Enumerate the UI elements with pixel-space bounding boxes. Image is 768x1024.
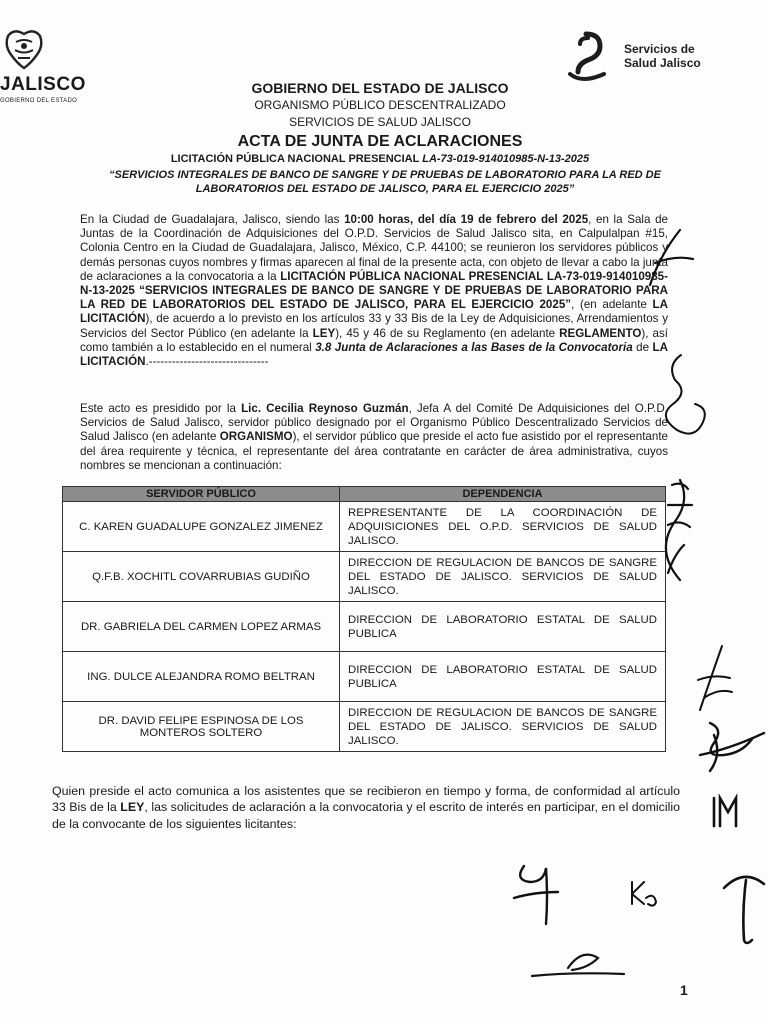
paragraph-intro: [80, 213, 668, 369]
p1-ley: LEY: [312, 326, 336, 340]
p1-dashes: .-------------------------------: [145, 355, 269, 369]
acta-title: ACTA DE JUNTA DE ACLARACIONES: [237, 133, 523, 150]
col-dependencia: DEPENDENCIA: [340, 487, 666, 502]
p2-text-e: ), el servidor público que preside el acto fue asistido por el representante del área requirente y técnica, el representante del área contratante en carácter de área administrativa, cuyos nombres se mencionan a continuación:: [80, 430, 668, 472]
p1-reglamento: REGLAMENTO: [559, 326, 642, 340]
licitacion-number: LA-73-019-914010985-N-13-2025: [422, 153, 590, 165]
p1-text-i: ), 45 y 46 de su Reglamento (en adelante: [335, 326, 560, 340]
signature-mark-6: [706, 792, 746, 832]
organismo-heading: ORGANISMO PÚBLICO DESCENTRALIZADO: [254, 98, 506, 112]
jalisco-seal-icon: [2, 28, 46, 72]
p1-licitacion: LICITACIÓN PÚBLICA NACIONAL PRESENCIAL LA-73-019-914010985-N-13-2025 “SERVICIOS INTEGRALES DE BANCO DE SANGRE Y DE PRUEBAS DE LABORATORIO PARA LA RED DE LABORATORIOS DEL ESTADO DE JALISCO, PARA EL EJERCICIO 2025”: [80, 269, 668, 312]
table-row: [63, 552, 666, 602]
licitacion-line: [80, 153, 680, 165]
servidor-dependencia: DIRECCION DE REGULACION DE BANCOS DE SANGRE DEL ESTADO DE JALISCO. SERVICIOS DE SALUD JALISCO.: [340, 702, 666, 752]
servidor-name: ING. DULCE ALEJANDRA ROMO BELTRAN: [63, 652, 340, 702]
p1-text-m: de: [632, 340, 653, 354]
p1-date: 10:00 horas, del día 19 de febrero del 2025: [344, 213, 589, 226]
p2-organismo: ORGANISMO: [219, 430, 293, 444]
signature-mark-4: [690, 640, 740, 720]
servidor-name: DR. GABRIELA DEL CARMEN LOPEZ ARMAS: [63, 602, 340, 652]
p1-la-licitacion: LA LICITACIÓN: [80, 298, 668, 326]
ssj-line2: Salud Jalisco: [624, 56, 701, 70]
servidor-name: DR. DAVID FELIPE ESPINOSA DE LOS MONTEROS SOLTERO: [63, 702, 340, 752]
ssj-line1: Servicios de: [624, 42, 695, 56]
p2-text-c: , Jefa A del Comité De Adquisiciones del O.P.D. Servicios de Salud Jalisco, servidor público designado por el Organismo Público Descentralizado Servicios de Salud Jalisco (en adelante: [80, 402, 668, 444]
ssj-wordmark: [624, 42, 701, 70]
p1-numeral: 3.8 Junta de Aclaraciones a las Bases de la Convocatoria: [315, 340, 633, 354]
p1-text-a: En la Ciudad de Guadalajara, Jalisco, siendo las: [80, 213, 345, 226]
ssj-mark-icon: [566, 30, 618, 84]
signature-mark-1: [640, 225, 700, 295]
paragraph-presidido: [80, 402, 668, 473]
p1-text-c: , en la Sala de Juntas de la Coordinación de Adquisiciones del O.P.D. Servicios de Salud Jalisco sita, en Calpulalpan #15, Colonia Centro en la Ciudad de Guadalajara, Jalisco, México, C.P. 44100; se reunieron los servidores públicos y demás personas cuyos nombres y firmas aparecen al final de la presente acta, con objeto de llevar a cabo la junta de aclaraciones a la convocatoria a la: [80, 213, 668, 283]
p1-text-k: ), así como también a lo establecido en el numeral: [80, 326, 668, 354]
signature-mark-3: [650, 465, 710, 585]
servicios-heading: SERVICIOS DE SALUD JALISCO: [289, 115, 471, 129]
table-row: [63, 702, 666, 752]
servidor-dependencia: REPRESENTANTE DE LA COORDINACIÓN DE ADQUISICIONES DEL O.P.D. SERVICIOS DE SALUD JALISCO.: [340, 502, 666, 552]
servidores-table: [62, 486, 666, 752]
table-row: [63, 602, 666, 652]
p3-text-a: Quien preside el acto comunica a los asistentes que se recibieron en tiempo y forma, de conformidad al artículo 33 Bis de la: [52, 784, 680, 815]
table-row: [63, 502, 666, 552]
signature-mark-7: [510, 858, 560, 928]
servidor-dependencia: DIRECCION DE REGULACION DE BANCOS DE SANGRE DEL ESTADO DE JALISCO. SERVICIOS DE SALUD JALISCO.: [340, 552, 666, 602]
p3-text-c: , las solicitudes de aclaración a la convocatoria y el escrito de interés en participar, en el domicilio de la convocante de los siguientes licitantes:: [52, 800, 680, 831]
signature-mark-9: [718, 868, 768, 948]
servidor-dependencia: DIRECCION DE LABORATORIO ESTATAL DE SALUD PUBLICA: [340, 602, 666, 652]
licitacion-label: LICITACIÓN PÚBLICA NACIONAL PRESENCIAL: [170, 153, 423, 165]
p2-text-a: Este acto es presidido por la: [80, 402, 242, 415]
table-row: [63, 652, 666, 702]
p2-presidente: Lic. Cecilia Reynoso Guzmán: [241, 402, 409, 415]
table-header-row: [63, 487, 666, 502]
servidor-dependencia: DIRECCION DE LABORATORIO ESTATAL DE SALUD PUBLICA: [340, 652, 666, 702]
jalisco-subtitle: GOBIERNO DEL ESTADO: [0, 98, 78, 104]
gobierno-heading: GOBIERNO DEL ESTADO DE JALISCO: [251, 80, 509, 96]
ssj-logo: [566, 30, 726, 84]
signature-mark-8: [626, 876, 660, 910]
signature-mark-10: [528, 946, 628, 986]
p3-ley: LEY: [120, 800, 145, 815]
signature-mark-5: [690, 715, 768, 775]
col-servidor: SERVIDOR PÚBLICO: [63, 487, 340, 502]
signature-mark-2: [656, 350, 716, 450]
servidor-name: C. KAREN GUADALUPE GONZALEZ JIMENEZ: [63, 502, 340, 552]
paragraph-solicitudes: [52, 783, 680, 832]
servidor-name: Q.F.B. XOCHITL COVARRUBIAS GUDIÑO: [63, 552, 340, 602]
page-number: 1: [680, 982, 688, 998]
jalisco-wordmark: JALISCO: [0, 74, 86, 95]
p1-text-g: ), de acuerdo a lo previsto en los artículos 33 y 33 Bis de la Ley de Adquisiciones, Arrendamientos y Servicios del Sector Público (en adelante la: [80, 312, 668, 340]
licitacion-objeto: “SERVICIOS INTEGRALES DE BANCO DE SANGRE Y DE PRUEBAS DE LABORATORIO PARA LA RED DE LABORATORIOS DEL ESTADO DE JALISCO, PARA EL EJERCICIO 2025”: [109, 169, 661, 195]
p1-text-e: , (en adelante: [571, 298, 653, 312]
p1-la-licitacion-2: LA LICITACIÓN: [80, 340, 668, 369]
